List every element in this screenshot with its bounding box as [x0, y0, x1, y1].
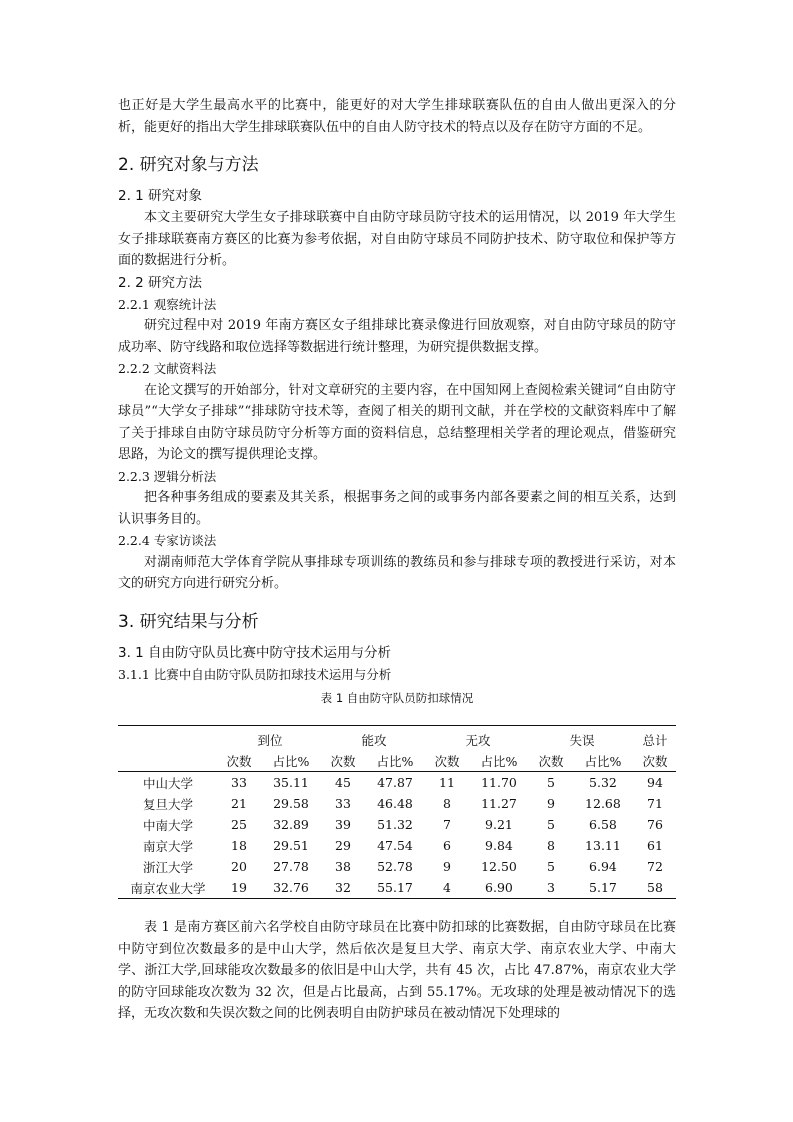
school-name-cell: 复旦大学: [142, 796, 193, 812]
table-corner-cell: [118, 726, 218, 751]
table-cell: 20: [231, 859, 247, 874]
table-cell: 12.68: [585, 796, 621, 811]
document-page: [118, 95, 676, 1025]
section-2-1-heading: 2. 1 研究对象: [118, 188, 203, 204]
table-row: [118, 856, 676, 877]
table-cell: 46.48: [377, 796, 413, 811]
table-cell: 5: [546, 817, 555, 832]
table-corner-cell: [118, 750, 218, 772]
school-name-cell: 南京大学: [142, 838, 193, 854]
table-cell: 27.78: [273, 859, 309, 874]
table-cell: 94: [647, 775, 663, 790]
section-2-2-1-heading: 2.2.1 观察统计法: [118, 296, 217, 312]
sub-header: 次数: [426, 750, 468, 772]
table-cell: 25: [231, 817, 247, 832]
section-2-1-text: 本文主要研究大学生女子排球联赛中自由防守球员防守技术的运用情况，以 2019 年大学生女子排球联赛南方赛区的比赛为参考依据，对自由防守球员不同防护技术、防守取位和保护等方面的数据进行分析。: [118, 210, 676, 268]
sub-header: 次数: [322, 750, 364, 772]
table-group-header-row: [118, 726, 676, 751]
table-cell: 72: [647, 859, 663, 874]
group-header: 能攻: [322, 726, 426, 751]
table-cell: 32.76: [260, 877, 322, 899]
section-2-2-4-heading: 2.2.4 专家访谈法: [118, 533, 217, 548]
table-cell: 9.84: [485, 838, 513, 853]
table-cell: 9: [443, 859, 451, 874]
table-cell: 11.70: [481, 775, 517, 790]
table-cell: 76: [647, 817, 663, 832]
table-cell: 52.78: [377, 859, 413, 874]
table-cell: 8: [546, 838, 555, 853]
table-cell: 13.11: [585, 838, 621, 853]
section-2-2-3-text: 把各种事务组成的要素及其关系，根据事务之间的或事务内部各要素之间的相互关系，达到认识事务目的。: [118, 490, 676, 527]
section-2-2-3-heading: 2.2.3 逻辑分析法: [118, 468, 217, 484]
table-sub-header-row: [118, 750, 676, 772]
table-row: [118, 877, 676, 899]
sub-header: 次数: [530, 750, 572, 772]
section-2-2-1-text: 研究过程中对 2019 年南方赛区女子组排球比赛录像进行回放观察，对自由防守球员的防守成功率、防守线路和取位选择等数据进行统计整理，为研究提供数据支撑。: [118, 318, 676, 355]
sub-header: 占比%: [364, 750, 426, 772]
group-header: 总计: [634, 726, 676, 751]
group-header: 失误: [530, 726, 634, 751]
sub-header: 占比%: [260, 750, 322, 772]
defense-table: [118, 725, 676, 899]
table-cell: 9: [546, 796, 555, 811]
table-row: [118, 835, 676, 856]
table-caption: 表 1 自由防守队员防扣球情况: [320, 691, 474, 705]
table-cell: 6.58: [589, 817, 617, 832]
table-cell: 71: [647, 796, 663, 811]
table-discussion-paragraph: 表 1 是南方赛区前六名学校自由防守球员在比赛中防扣球的比赛数据，自由防守球员在比赛中防守到位次数最多的是中山大学，然后依次是复旦大学、南京大学、南京农业大学、中南大学、浙江大学,回球能攻次数最多的依旧是中山大学，共有 45 次，占比 47.87%，南京农业大学的防守回球能攻次数为 32 次，但是占比最高，占到 55.17%。无攻球的处理是被动情况下的选择，无攻次数和失误次数之间的比例表明自由防护球员在被动情况下处理球的: [118, 920, 676, 1021]
table-cell: 38: [335, 859, 351, 874]
table-cell: 4: [426, 877, 468, 899]
sub-header: 次数: [634, 750, 676, 772]
table-cell: 61: [647, 838, 663, 853]
table-row: [118, 814, 676, 835]
sub-header: 次数: [218, 750, 260, 772]
table-cell: 29: [335, 838, 351, 853]
table-cell: 32: [322, 877, 364, 899]
table-cell: 5.32: [589, 775, 617, 790]
table-cell: 33: [335, 796, 351, 811]
table-cell: 47.87: [377, 775, 413, 790]
table-cell: 8: [443, 796, 451, 811]
table-cell: 55.17: [364, 877, 426, 899]
table-cell: 18: [231, 838, 247, 853]
section-2-2-2-heading: 2.2.2 文献资料法: [118, 361, 217, 376]
table-cell: 5: [546, 859, 555, 874]
table-cell: 29.51: [273, 838, 309, 853]
table-row: [118, 772, 676, 794]
sub-header: 占比%: [468, 750, 530, 772]
section-3-1-1-heading: 3.1.1 比赛中自由防守队员防扣球技术运用与分析: [118, 666, 392, 682]
table-cell: 11: [439, 775, 455, 790]
section-3-1-heading: 3. 1 自由防守队员比赛中防守技术运用与分析: [118, 644, 392, 661]
table-cell: 5: [546, 775, 555, 790]
table-cell: 35.11: [273, 775, 309, 790]
school-name-cell: 浙江大学: [142, 859, 193, 875]
table-cell: 11.27: [481, 796, 517, 811]
sub-header: 占比%: [572, 750, 634, 772]
table-cell: 7: [443, 817, 451, 832]
section-3-heading: 3. 研究结果与分析: [118, 611, 259, 632]
school-name-cell: 南京农业大学: [118, 877, 218, 899]
table-cell: 6: [443, 838, 451, 853]
table-cell: 3: [530, 877, 572, 899]
table-cell: 29.58: [273, 796, 309, 811]
table-cell: 19: [218, 877, 260, 899]
table-cell: 6.94: [589, 859, 617, 874]
section-2-heading: 2. 研究对象与方法: [118, 155, 259, 175]
table-cell: 9.21: [485, 817, 513, 832]
table-cell: 5.17: [572, 877, 634, 899]
table-cell: 33: [231, 775, 247, 790]
table-cell: 47.54: [377, 838, 413, 853]
table-cell: 6.90: [468, 877, 530, 899]
section-2-2-2-text: 在论文撰写的开始部分，针对文章研究的主要内容，在中国知网上查阅检索关键词“自由防守球员”“大学女子排球”“排球防守技术等，查阅了相关的期刊文献，并在学校的文献资料库中了解了关于排球自由防守球员防守分析等方面的资料信息，总结整理相关学者的理论观点，借鉴研究思路，为论文的撰写提供理论支撑。: [118, 382, 676, 462]
section-2-2-heading: 2. 2 研究方法: [118, 274, 203, 291]
group-header: 无攻: [426, 726, 530, 751]
table-cell: 21: [231, 796, 247, 811]
school-name-cell: 中南大学: [142, 817, 193, 833]
group-header: 到位: [218, 726, 322, 751]
section-2-2-4-text: 对湖南师范大学体育学院从事排球专项训练的教练员和参与排球专项的教授进行采访，对本文的研究方向进行研究分析。: [118, 554, 676, 591]
table-body: [118, 772, 676, 899]
table-cell: 45: [335, 775, 351, 790]
table-cell: 39: [335, 817, 351, 832]
school-name-cell: 中山大学: [142, 775, 193, 791]
table-cell: 51.32: [377, 817, 413, 832]
intro-paragraph: 也正好是大学生最高水平的比赛中，能更好的对大学生排球联赛队伍的自由人做出更深入的分析，能更好的指出大学生排球联赛队伍中的自由人防守技术的特点以及存在防守方面的不足。: [118, 98, 676, 135]
table-row: [118, 793, 676, 814]
table-cell: 32.89: [273, 817, 309, 832]
table-cell: 58: [634, 877, 676, 899]
table-cell: 12.50: [481, 859, 517, 874]
